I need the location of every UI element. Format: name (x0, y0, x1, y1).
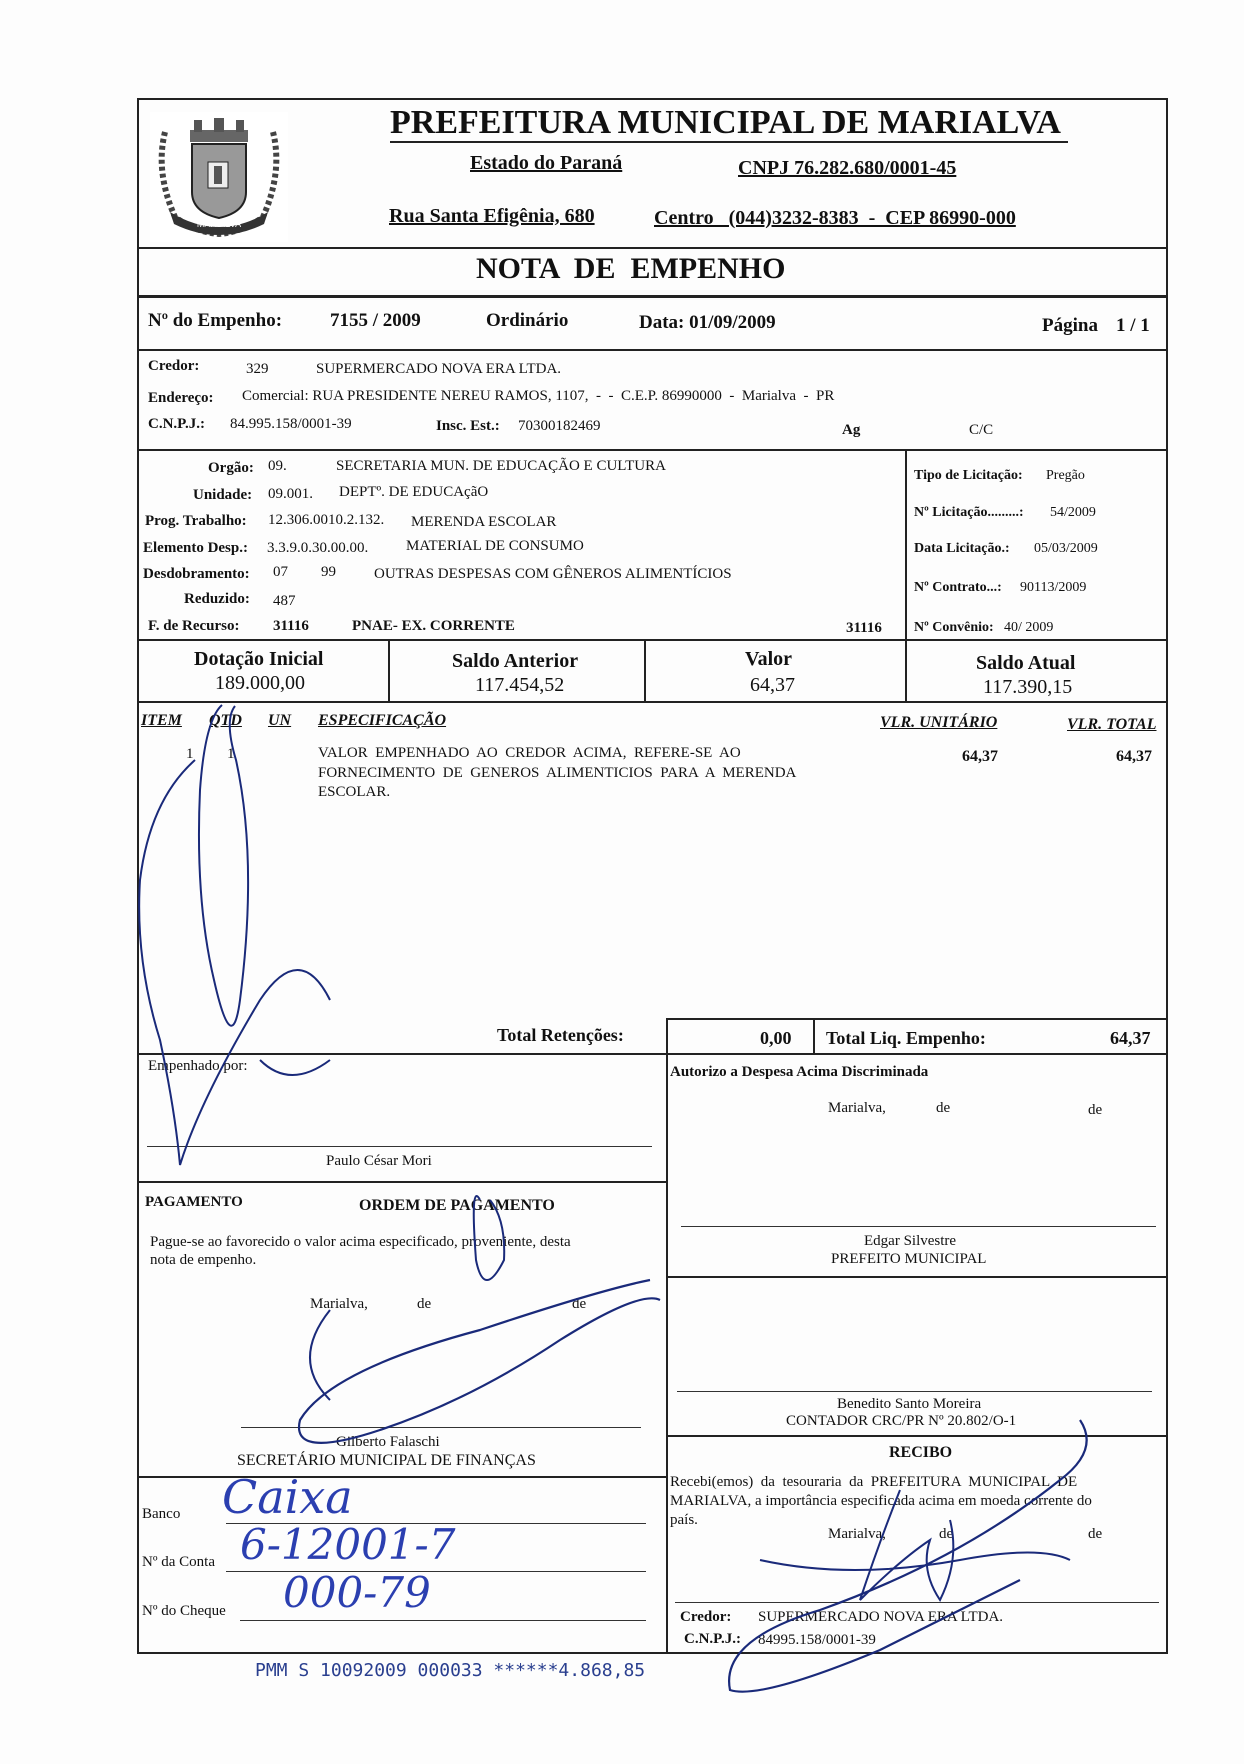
unidade-name: DEPTº. DE EDUCAçãO (339, 484, 489, 500)
ag-label: Ag (842, 422, 861, 438)
reduzido-value: 487 (273, 593, 296, 609)
credor-label: Credor: (148, 358, 200, 374)
fonte-value: 31116 (273, 618, 309, 634)
mayor-title: PREFEITO MUNICIPAL (831, 1251, 987, 1267)
row-qtd: 1 (227, 746, 235, 762)
recibo-text-line1: Recebi(emos) da tesouraria da PREFEITURA MUNICIPAL DE (670, 1474, 1078, 1490)
autorizo-de1: de (936, 1100, 951, 1116)
row-unit-value: 64,37 (962, 748, 998, 765)
conta-value: 6-12001-7 (240, 1520, 456, 1569)
column-vlr-unitario: VLR. UNITÁRIO (880, 714, 998, 731)
elemento-name: MATERIAL DE CONSUMO (406, 538, 584, 554)
cheque-label: Nº do Cheque (142, 1603, 226, 1619)
banco-label: Banco (142, 1506, 181, 1522)
credor-cnpj: 84.995.158/0001-39 (230, 416, 352, 432)
dotacao-value: 189.000,00 (215, 672, 305, 694)
recibo-cnpj-label: C.N.P.J.: (684, 1631, 741, 1647)
insc-label: Insc. Est.: (436, 418, 500, 434)
valor-value: 64,37 (750, 674, 795, 696)
cheque-value: 000-79 (283, 1568, 431, 1617)
desdobramento-code2: 99 (321, 564, 336, 580)
row-spec-line1: VALOR EMPENHADO AO CREDOR ACIMA, REFERE-SE AO (318, 745, 741, 761)
dotacao-label: Dotação Inicial (194, 648, 324, 670)
pagamento-text-line1: Pague-se ao favorecido o valor acima especificado, proveniente, desta (150, 1234, 571, 1250)
unidade-label: Unidade: (193, 487, 253, 503)
prog-label: Prog. Trabalho: (145, 513, 247, 529)
autorizo-title: Autorizo a Despesa Acima Discriminada (670, 1064, 929, 1080)
row-spec-line3: ESCOLAR. (318, 784, 391, 800)
pagamento-label: PAGAMENTO (145, 1194, 243, 1210)
pagamento-de1: de (417, 1296, 432, 1312)
empenho-number: 7155 / 2009 (330, 310, 421, 331)
bank-stamp: PMM S 10092009 000033 ******4.868,85 (255, 1660, 646, 1681)
banco-value: Caixa (222, 1470, 353, 1524)
column-item: ITEM (141, 712, 182, 729)
svg-text:MARIALVA: MARIALVA (196, 219, 242, 229)
municipality-address: Rua Santa Efigênia, 680 (389, 205, 595, 227)
licitacao-tipo-label: Tipo de Licitação: (914, 468, 1023, 483)
column-un: UN (268, 712, 292, 729)
municipality-contact: Centro (044)3232-8383 - CEP 86990-000 (654, 207, 1016, 229)
licitacao-data: 05/03/2009 (1034, 541, 1098, 556)
recibo-text-line2: MARIALVA, a importância especificada acima em moeda corrente do (670, 1493, 1092, 1509)
endereco-label: Endereço: (148, 390, 214, 406)
saldo-atual-value: 117.390,15 (983, 676, 1073, 698)
retencoes-value: 0,00 (760, 1028, 792, 1048)
page-number: 1 / 1 (1116, 315, 1150, 336)
empenho-date: Data: 01/09/2009 (639, 312, 776, 333)
liq-empenho-label: Total Liq. Empenho: (826, 1028, 986, 1048)
desdobramento-label: Desdobramento: (143, 566, 250, 582)
ordem-pagamento-title: ORDEM DE PAGAMENTO (359, 1197, 555, 1214)
state-name: Estado do Paraná (470, 152, 623, 174)
desdobramento-code1: 07 (273, 564, 288, 580)
cc-label: C/C (969, 422, 994, 438)
orgao-code: 09. (268, 458, 287, 474)
unidade-code: 09.001. (268, 486, 313, 502)
desdobramento-name: OUTRAS DESPESAS COM GÊNEROS ALIMENTÍCIOS (374, 566, 732, 582)
saldo-anterior-value: 117.454,52 (475, 674, 565, 696)
autorizo-city: Marialva, (828, 1100, 886, 1116)
fonte-name: PNAE- EX. CORRENTE (352, 618, 515, 634)
row-spec-line2: FORNECIMENTO DE GENEROS ALIMENTICIOS PARA A MERENDA (318, 765, 797, 781)
contrato-label: Nº Contrato...: (914, 580, 1002, 595)
municipality-cnpj: CNPJ 76.282.680/0001-45 (738, 157, 957, 179)
insc-value: 70300182469 (518, 418, 601, 434)
convenio-value: 40/ 2009 (1004, 620, 1054, 635)
licitacao-numero: 54/2009 (1050, 505, 1096, 520)
reduzido-label: Reduzido: (184, 591, 250, 607)
saldo-atual-label: Saldo Atual (976, 652, 1076, 674)
licitacao-data-label: Data Licitação.: (914, 541, 1010, 556)
finance-signer: Gilberto Falaschi (336, 1434, 440, 1450)
finance-signer-title: SECRETÁRIO MUNICIPAL DE FINANÇAS (237, 1452, 536, 1469)
accountant-title: CONTADOR CRC/PR Nº 20.802/O-1 (786, 1413, 1017, 1429)
pagamento-de2: de (572, 1296, 587, 1312)
pagamento-city: Marialva, (310, 1296, 368, 1312)
licitacao-numero-label: Nº Licitação.........: (914, 505, 1024, 520)
empenho-number-label: Nº do Empenho: (148, 310, 283, 331)
credor-code: 329 (246, 361, 269, 377)
contrato-value: 90113/2009 (1020, 580, 1087, 595)
recibo-de2: de (1088, 1526, 1103, 1542)
elemento-code: 3.3.9.0.30.00.00. (267, 540, 369, 556)
credor-cnpj-label: C.N.P.J.: (148, 416, 205, 432)
column-especificacao: ESPECIFICAÇÃO (318, 712, 447, 729)
column-qtd: QTD (209, 712, 242, 729)
document-title: NOTA DE EMPENHO (476, 252, 786, 285)
recibo-text-line3: país. (670, 1512, 698, 1528)
prog-code: 12.306.0010.2.132. (268, 512, 385, 528)
recibo-credor-label: Credor: (680, 1609, 732, 1625)
pagamento-text-line2: nota de empenho. (150, 1252, 257, 1268)
column-vlr-total: VLR. TOTAL (1067, 716, 1157, 733)
saldo-anterior-label: Saldo Anterior (452, 650, 579, 672)
orgao-label: Orgão: (208, 460, 254, 476)
empenho-type: Ordinário (486, 310, 569, 331)
recibo-de1: de (939, 1526, 954, 1542)
valor-label: Valor (745, 648, 793, 670)
credor-address: Comercial: RUA PRESIDENTE NEREU RAMOS, 1107, - - C.E.P. 86990000 - Marialva - PR (242, 388, 835, 404)
mayor-name: Edgar Silvestre (864, 1233, 957, 1249)
recibo-title: RECIBO (889, 1444, 953, 1461)
recibo-credor-value: SUPERMERCADO NOVA ERA LTDA. (758, 1609, 1004, 1625)
recibo-city: Marialva, (828, 1526, 886, 1542)
autorizo-de2: de (1088, 1102, 1103, 1118)
row-total-value: 64,37 (1116, 748, 1152, 765)
empenhado-name: Paulo César Mori (326, 1153, 432, 1169)
liq-empenho-value: 64,37 (1110, 1028, 1151, 1048)
conta-label: Nº da Conta (142, 1554, 215, 1570)
row-item: 1 (186, 746, 194, 762)
licitacao-tipo: Pregão (1046, 468, 1085, 483)
empenhado-label: Empenhado por: (148, 1058, 248, 1074)
page-label: Página (1042, 315, 1098, 336)
prog-name: MERENDA ESCOLAR (411, 514, 557, 530)
credor-name: SUPERMERCADO NOVA ERA LTDA. (316, 361, 562, 377)
elemento-label: Elemento Desp.: (143, 540, 248, 556)
orgao-name: SECRETARIA MUN. DE EDUCAÇÃO E CULTURA (336, 458, 666, 474)
recibo-cnpj-value: 84995.158/0001-39 (758, 1632, 876, 1648)
fonte-label: F. de Recurso: (148, 618, 240, 634)
convenio-label: Nº Convênio: (914, 620, 994, 635)
municipality-title: PREFEITURA MUNICIPAL DE MARIALVA (390, 104, 1061, 141)
retencoes-label: Total Retenções: (497, 1025, 624, 1045)
accountant-name: Benedito Santo Moreira (837, 1396, 982, 1412)
fonte-right: 31116 (846, 620, 882, 636)
